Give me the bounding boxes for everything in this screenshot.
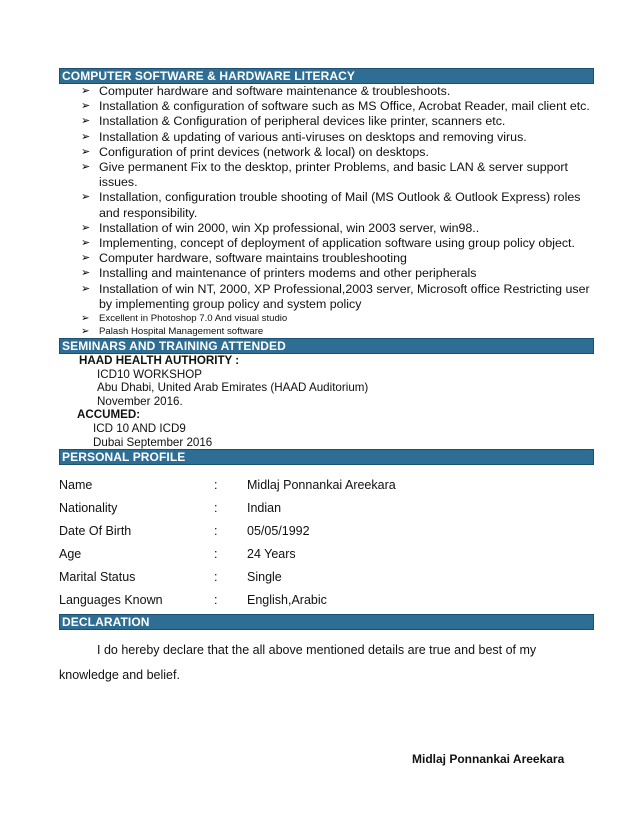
profile-sep: : (214, 477, 218, 492)
arrowhead-bullet-icon: ➢ (81, 282, 91, 295)
list-item: ➢ Implementing, concept of deployment of application software using group policy object. (81, 236, 575, 251)
section-header-seminars: SEMINARS AND TRAINING ATTENDED (59, 338, 594, 354)
profile-key: Age (59, 546, 82, 561)
arrowhead-bullet-icon: ➢ (81, 267, 91, 280)
table-row (59, 588, 396, 611)
training-org-haad: HAAD HEALTH AUTHORITY : (79, 354, 240, 368)
profile-value: Indian (247, 500, 282, 515)
profile-value: English,Arabic (247, 592, 327, 607)
arrowhead-bullet-icon: ➢ (81, 130, 91, 143)
arrowhead-bullet-icon: ➢ (81, 191, 91, 204)
section-header-profile: PERSONAL PROFILE (59, 449, 594, 465)
training-line: Dubai September 2016 (93, 435, 213, 449)
list-item: ➢ Palash Hospital Management software (81, 326, 264, 338)
profile-key: Nationality (59, 500, 118, 515)
profile-value: Midlaj Ponnankai Areekara (247, 477, 396, 492)
list-item: ➢ Excellent in Photoshop 7.0 And visual studio (81, 313, 288, 325)
profile-key: Name (59, 477, 93, 492)
list-item: ➢ Installation & updating of various anti-viruses on desktops and removing virus. (81, 129, 527, 144)
profile-key: Marital Status (59, 569, 136, 584)
table-row (59, 496, 396, 519)
training-org-accumed: ACCUMED: (77, 408, 141, 422)
profile-sep: : (214, 592, 218, 607)
profile-key: Date Of Birth (59, 523, 132, 538)
list-item: ➢ Installation & Configuration of peripheral devices like printer, scanners etc. (81, 114, 506, 129)
table-row (59, 519, 396, 542)
software-skill-list (59, 84, 594, 338)
section-header-declaration: DECLARATION (59, 614, 594, 630)
training-line: November 2016. (97, 394, 183, 408)
profile-sep: : (214, 523, 218, 538)
profile-value: 24 Years (247, 546, 296, 561)
profile-key: Languages Known (59, 592, 163, 607)
list-item: ➢ Computer hardware, software maintains troubleshooting (81, 251, 407, 266)
section-header-software: COMPUTER SOFTWARE & HARDWARE LITERACY (59, 68, 594, 84)
signature-name: Midlaj Ponnankai Areekara (412, 752, 565, 766)
profile-sep: : (214, 500, 218, 515)
list-item: ➢ Configuration of print devices (network & local) on desktops. (81, 144, 429, 159)
arrowhead-bullet-icon: ➢ (81, 221, 91, 234)
list-item: ➢ Installation of win NT, 2000, XP Professional,2003 server, Microsoft office Restricting user by implementing group policy and system policy (81, 281, 590, 311)
profile-sep: : (214, 569, 218, 584)
list-item: ➢ Give permanent Fix to the desktop, printer Problems, and basic LAN & server support issues. (81, 160, 568, 190)
arrowhead-bullet-icon: ➢ (81, 252, 91, 265)
profile-value: 05/05/1992 (247, 523, 310, 538)
list-item: ➢ Installation & configuration of software such as MS Office, Acrobat Reader, mail client etc. (81, 99, 590, 114)
arrowhead-bullet-icon: ➢ (81, 161, 91, 174)
table-row (59, 473, 396, 496)
arrowhead-bullet-icon: ➢ (81, 115, 91, 128)
list-item: ➢ Computer hardware and software maintenance & troubleshoots. (81, 84, 451, 98)
training-block (59, 354, 594, 449)
profile-sep: : (214, 546, 218, 561)
table-row (59, 565, 396, 588)
profile-value: Single (247, 569, 282, 584)
arrowhead-bullet-icon: ➢ (81, 326, 90, 338)
training-line: Abu Dhabi, United Arab Emirates (HAAD Auditorium) (97, 381, 369, 395)
arrowhead-bullet-icon: ➢ (81, 237, 91, 250)
list-item: ➢ Installing and maintenance of printers modems and other peripherals (81, 266, 477, 281)
list-item: ➢ Installation of win 2000, win Xp professional, win 2003 server, win98.. (81, 220, 480, 235)
declaration-text: I do hereby declare that the all above mentioned details are true and best of my knowledge and belief. (59, 643, 537, 683)
table-row (59, 542, 396, 565)
training-line: ICD10 WORKSHOP (97, 367, 203, 381)
arrowhead-bullet-icon: ➢ (81, 145, 91, 158)
resume-page (59, 68, 594, 688)
list-item: ➢ Installation, configuration trouble shooting of Mail (MS Outlook & Outlook Express) roles and responsibility. (81, 190, 581, 220)
training-line: ICD 10 AND ICD9 (93, 422, 186, 436)
arrowhead-bullet-icon: ➢ (81, 100, 91, 113)
arrowhead-bullet-icon: ➢ (81, 85, 91, 97)
profile-table (59, 473, 396, 611)
arrowhead-bullet-icon: ➢ (81, 313, 90, 325)
